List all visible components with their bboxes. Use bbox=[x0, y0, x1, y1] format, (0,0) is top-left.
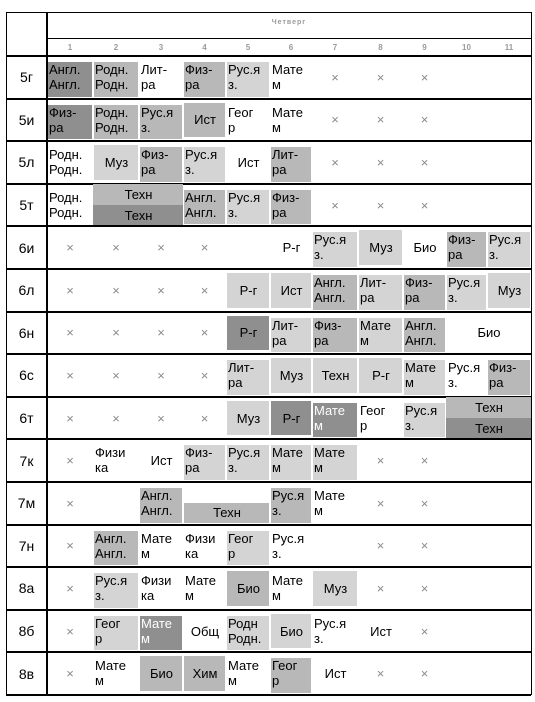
empty-slot-mark bbox=[183, 226, 226, 269]
lesson-cell[interactable]: Родн. Родн. bbox=[94, 62, 138, 97]
row-border bbox=[6, 183, 531, 185]
empty-slot-mark bbox=[47, 269, 93, 312]
lesson-cell[interactable]: Рус.я з. bbox=[404, 403, 445, 438]
lesson-number: 3 bbox=[158, 43, 164, 52]
lesson-cell[interactable]: Муз bbox=[94, 145, 138, 180]
lesson-cell[interactable]: Муз bbox=[488, 273, 530, 308]
empty-slot-mark bbox=[47, 226, 93, 269]
lesson-cell[interactable]: Мате м bbox=[185, 573, 216, 604]
lesson-cell[interactable]: Био bbox=[477, 325, 501, 341]
lesson-cell[interactable]: Мате м bbox=[271, 445, 311, 480]
lesson-cell[interactable]: Хим bbox=[184, 656, 225, 691]
lesson-cell[interactable]: Физ- ра bbox=[404, 275, 445, 310]
lesson-number: 4 bbox=[202, 43, 207, 52]
lesson-cell[interactable]: Родн Родн. bbox=[227, 616, 269, 651]
lesson-cell[interactable]: Мате м bbox=[359, 318, 402, 353]
lesson-cell[interactable]: Геог р bbox=[227, 531, 269, 566]
class-label: 6с bbox=[19, 367, 34, 384]
lesson-cell[interactable]: Био bbox=[140, 656, 182, 691]
row-border bbox=[6, 140, 531, 142]
class-column-border bbox=[46, 12, 48, 695]
empty-slot-mark bbox=[403, 99, 446, 142]
empty-slot-mark bbox=[358, 56, 403, 99]
empty-slot-mark bbox=[358, 525, 403, 568]
lesson-cell[interactable]: Геог р bbox=[94, 616, 138, 651]
empty-slot-mark bbox=[403, 56, 446, 99]
lesson-cell[interactable]: Физи ка bbox=[95, 445, 126, 476]
lesson-cell[interactable]: Рус.я з. bbox=[227, 62, 269, 97]
lesson-cell[interactable]: Мате м bbox=[141, 530, 172, 561]
header-bottom-border bbox=[6, 55, 531, 57]
class-label: 6т bbox=[19, 410, 34, 427]
lesson-cell[interactable]: Муз bbox=[313, 571, 357, 606]
lesson-cell[interactable]: Лит- ра bbox=[227, 360, 269, 395]
lesson-cell[interactable]: Рус.я з. bbox=[313, 232, 357, 267]
empty-slot-mark bbox=[358, 567, 403, 610]
empty-slot-mark bbox=[47, 354, 93, 397]
empty-slot-mark bbox=[403, 439, 446, 482]
lesson-cell[interactable]: Ист bbox=[150, 453, 173, 469]
class-label: 7м bbox=[17, 495, 36, 512]
lesson-cell[interactable]: Био bbox=[227, 571, 269, 606]
lesson-cell[interactable]: Геог р bbox=[360, 402, 386, 433]
lesson-cell[interactable]: Лит- ра bbox=[359, 275, 402, 310]
lesson-cell-bottom: Техн bbox=[93, 205, 183, 226]
lesson-cell[interactable]: Муз bbox=[227, 401, 269, 436]
lesson-cell[interactable]: Англ. Англ. bbox=[140, 488, 182, 523]
lesson-number: 11 bbox=[504, 43, 514, 52]
empty-slot-mark bbox=[358, 439, 403, 482]
lesson-cell[interactable]: Био bbox=[271, 614, 311, 649]
row-border bbox=[6, 694, 531, 696]
lesson-cell[interactable]: Физи ка bbox=[185, 530, 216, 561]
empty-slot-mark bbox=[139, 269, 183, 312]
empty-slot-mark bbox=[403, 652, 446, 695]
empty-slot-mark bbox=[139, 226, 183, 269]
left-border bbox=[6, 12, 7, 695]
lesson-cell[interactable]: Мате м bbox=[228, 658, 259, 689]
empty-slot-mark bbox=[47, 482, 93, 525]
empty-slot-mark bbox=[47, 567, 93, 610]
lesson-number: 2 bbox=[113, 43, 119, 52]
lesson-cell[interactable]: Физ- ра bbox=[48, 105, 92, 140]
lesson-cell[interactable]: Рус.я з. bbox=[184, 147, 225, 182]
class-label: 8в bbox=[18, 665, 35, 682]
lesson-cell[interactable]: Мате м bbox=[313, 445, 357, 480]
lesson-cell[interactable]: Ист bbox=[184, 103, 225, 138]
empty-slot-mark bbox=[183, 354, 226, 397]
lesson-cell[interactable]: Р-г bbox=[271, 401, 311, 436]
lesson-number: 6 bbox=[288, 43, 294, 52]
lesson-cell[interactable]: Родн. Родн. bbox=[49, 189, 83, 220]
lesson-cell-top[interactable]: Техн bbox=[93, 184, 183, 205]
lesson-cell[interactable]: Рус.я з. bbox=[448, 360, 481, 391]
lesson-cell[interactable]: Родн. Родн. bbox=[94, 105, 138, 140]
empty-slot-mark bbox=[93, 312, 139, 355]
lesson-cell[interactable]: Ист bbox=[370, 623, 392, 639]
lesson-cell[interactable]: Родн. Родн. bbox=[49, 147, 83, 178]
lesson-cell[interactable]: Био bbox=[413, 240, 437, 256]
lesson-cell[interactable]: Р-г bbox=[282, 240, 301, 256]
lesson-cell[interactable]: Р-г bbox=[227, 316, 269, 351]
empty-slot-mark bbox=[358, 652, 403, 695]
lesson-number: 10 bbox=[462, 43, 471, 52]
lesson-number: 1 bbox=[67, 43, 73, 52]
lesson-cell[interactable]: Рус.я з. bbox=[314, 615, 347, 646]
empty-slot-mark bbox=[312, 141, 358, 184]
empty-slot-mark bbox=[139, 312, 183, 355]
lesson-cell[interactable]: Англ. Англ. bbox=[313, 275, 357, 310]
lesson-cell[interactable]: Геог р bbox=[228, 104, 254, 135]
empty-slot-mark bbox=[93, 226, 139, 269]
empty-slot-mark bbox=[358, 482, 403, 525]
lesson-cell[interactable]: Рус.я з. bbox=[94, 573, 138, 608]
empty-slot-mark bbox=[47, 439, 93, 482]
lesson-cell[interactable]: Физ- ра bbox=[184, 62, 225, 97]
lesson-cell[interactable]: Рус.я з. bbox=[227, 190, 269, 225]
lesson-cell[interactable]: Англ. Англ. bbox=[184, 190, 225, 225]
lesson-number: 8 bbox=[378, 43, 383, 52]
lesson-cell[interactable]: Рус.я з. bbox=[447, 275, 486, 310]
empty-slot-mark bbox=[403, 184, 446, 227]
lesson-cell[interactable]: Рус.я з. bbox=[271, 488, 311, 523]
lesson-cell[interactable]: Мате м bbox=[404, 360, 445, 395]
lesson-cell[interactable]: Физ- ра bbox=[271, 190, 311, 225]
lesson-cell[interactable]: Физ- ра bbox=[184, 445, 225, 480]
lesson-cell[interactable]: Р-г bbox=[359, 358, 402, 393]
empty-slot-mark bbox=[358, 184, 403, 227]
empty-slot-mark bbox=[183, 397, 226, 440]
empty-slot-mark bbox=[358, 99, 403, 142]
lesson-cell[interactable]: Физ- ра bbox=[313, 318, 357, 353]
lesson-cell[interactable]: Р-г bbox=[227, 273, 269, 308]
empty-slot-mark bbox=[47, 312, 93, 355]
lesson-cell-bottom: Техн bbox=[446, 418, 531, 439]
lesson-cell[interactable]: Мате м bbox=[140, 616, 182, 651]
empty-slot-mark bbox=[403, 567, 446, 610]
empty-slot-mark bbox=[139, 354, 183, 397]
empty-slot-mark bbox=[358, 141, 403, 184]
lesson-number: 5 bbox=[245, 43, 251, 52]
lesson-cell[interactable]: Техн bbox=[184, 503, 269, 522]
lesson-number: 7 bbox=[332, 43, 338, 52]
lesson-cell[interactable]: Лит- ра bbox=[141, 62, 168, 92]
empty-slot-mark bbox=[403, 525, 446, 568]
class-label: 5г bbox=[20, 69, 33, 86]
lesson-cell[interactable]: Общ bbox=[190, 623, 220, 639]
empty-slot-mark bbox=[312, 184, 358, 227]
empty-slot-mark bbox=[312, 56, 358, 99]
lesson-cell[interactable]: Мате м bbox=[272, 62, 303, 92]
lesson-cell[interactable]: Лит- ра bbox=[271, 147, 311, 182]
lesson-cell[interactable]: Физ- ра bbox=[488, 360, 530, 395]
empty-slot-mark bbox=[47, 397, 93, 440]
lesson-cell[interactable]: Англ. Англ. bbox=[404, 318, 445, 353]
lesson-cell[interactable]: Техн bbox=[313, 358, 357, 393]
class-label: 7к bbox=[19, 452, 34, 469]
day-header: Четверг bbox=[271, 19, 307, 26]
lesson-cell[interactable]: Рус.я з. bbox=[227, 445, 269, 480]
lesson-cell[interactable]: Муз bbox=[271, 358, 311, 393]
class-label: 5л bbox=[18, 154, 35, 171]
empty-slot-mark bbox=[47, 652, 93, 695]
lesson-cell[interactable]: Рус.я з. bbox=[272, 530, 305, 561]
lesson-cell[interactable]: Мате м bbox=[272, 573, 303, 604]
class-label: 5т bbox=[19, 197, 34, 214]
empty-slot-mark bbox=[183, 312, 226, 355]
empty-slot-mark bbox=[47, 610, 93, 653]
empty-slot-mark bbox=[139, 397, 183, 440]
lesson-cell[interactable]: Мате м bbox=[272, 104, 303, 135]
class-label: 5и bbox=[18, 111, 35, 128]
lesson-cell[interactable]: Мате м bbox=[314, 488, 345, 518]
lesson-cell[interactable]: Геог р bbox=[271, 658, 311, 693]
lesson-cell[interactable]: Англ. Англ. bbox=[48, 62, 92, 97]
lesson-cell[interactable]: Мате м bbox=[95, 658, 126, 689]
lesson-cell[interactable]: Физи ка bbox=[141, 573, 172, 604]
lesson-number: 9 bbox=[422, 43, 427, 52]
header-divider bbox=[47, 38, 531, 39]
lesson-cell[interactable]: Рус.я з. bbox=[140, 105, 182, 140]
lesson-cell[interactable]: Ист bbox=[271, 273, 311, 308]
empty-slot-mark bbox=[47, 525, 93, 568]
class-label: 7н bbox=[18, 537, 35, 554]
lesson-cell[interactable]: Физ- ра bbox=[140, 147, 182, 182]
empty-slot-mark bbox=[403, 141, 446, 184]
top-border bbox=[6, 12, 531, 13]
lesson-cell-top[interactable]: Техн bbox=[446, 397, 531, 418]
lesson-cell[interactable]: Рус.я з. bbox=[488, 232, 530, 267]
lesson-cell[interactable]: Мате м bbox=[313, 403, 357, 438]
lesson-cell[interactable]: Англ. Англ. bbox=[94, 531, 138, 566]
empty-slot-mark bbox=[93, 269, 139, 312]
class-label: 6н bbox=[18, 324, 35, 341]
empty-slot-mark bbox=[93, 354, 139, 397]
right-border bbox=[531, 12, 532, 695]
empty-slot-mark bbox=[403, 610, 446, 653]
empty-slot-mark bbox=[93, 397, 139, 440]
lesson-cell[interactable]: Муз bbox=[359, 230, 402, 265]
lesson-cell[interactable]: Физ- ра bbox=[447, 232, 486, 267]
lesson-cell[interactable]: Лит- ра bbox=[271, 318, 311, 353]
lesson-cell[interactable]: Ист bbox=[237, 154, 260, 170]
class-label: 6л bbox=[18, 282, 35, 299]
row-border bbox=[6, 98, 531, 100]
class-label: 8а bbox=[18, 580, 35, 597]
lesson-cell[interactable]: Ист bbox=[324, 666, 347, 682]
class-label: 8б bbox=[18, 623, 35, 640]
empty-slot-mark bbox=[312, 99, 358, 142]
class-label: 6и bbox=[18, 239, 35, 256]
empty-slot-mark bbox=[183, 269, 226, 312]
empty-slot-mark bbox=[403, 482, 446, 525]
